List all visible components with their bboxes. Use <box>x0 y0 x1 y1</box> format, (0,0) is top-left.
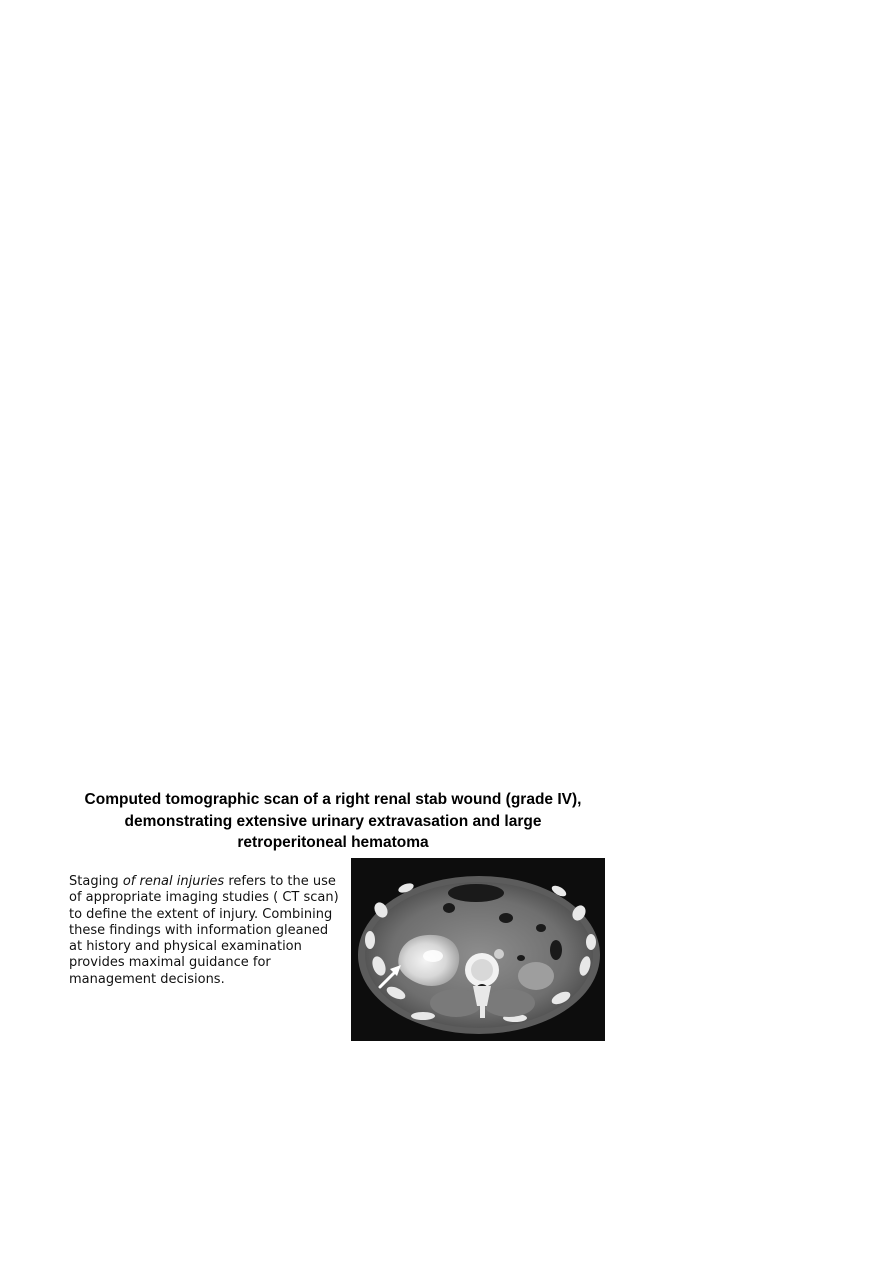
left-kidney-shape <box>518 962 554 990</box>
figure-caption <box>60 789 606 854</box>
paragraph-line-5: at history and physical examination <box>69 939 302 955</box>
paragraph-line-6: provides maximal guidance for <box>69 955 271 971</box>
body-paragraph <box>69 874 359 988</box>
caption-line-1: Computed tomographic scan of a right renal stab wound (grade IV), <box>84 791 582 808</box>
paragraph-line-2: of appropriate imaging studies ( CT scan) <box>69 890 339 906</box>
paraspinal-muscle-right <box>483 989 535 1017</box>
paragraph-line-7: management decisions. <box>69 971 225 987</box>
ct-scan-image <box>351 858 605 1041</box>
caption-line-2: demonstrating extensive urinary extravasation and large <box>124 812 542 830</box>
paragraph-line-1: Staging of renal injuries refers to the use <box>69 874 336 889</box>
caption-line-3: retroperitoneal hematoma <box>237 834 429 851</box>
emphasis-text: of renal injuries <box>122 874 225 889</box>
paragraph-line-4: these findings with information gleaned <box>69 922 329 938</box>
paragraph-line-3: to define the extent of injury. Combining <box>69 906 333 922</box>
ct-scan-drawing <box>351 858 605 1041</box>
paraspinal-muscle-left <box>430 989 482 1017</box>
